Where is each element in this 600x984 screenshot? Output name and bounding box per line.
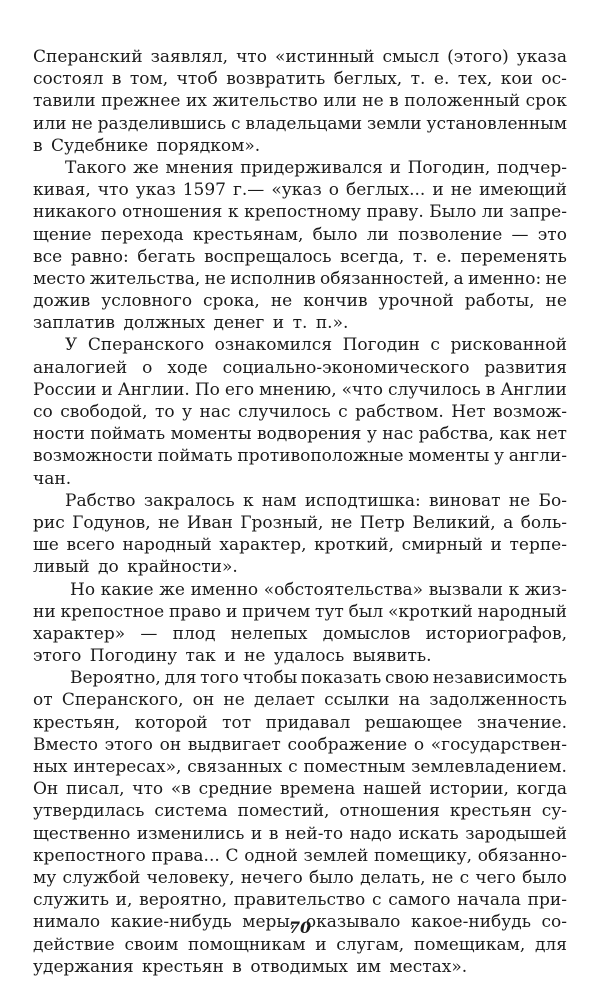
text-line: кивая, что указ 1597 г.— «указ о беглых... и не имеющий — [33, 180, 567, 201]
text-line: действие своим помощникам и слугам, помещикам, для — [33, 934, 567, 955]
text-line: Вероятно, для того чтобы показать свою независимость — [70, 668, 567, 689]
text-line: со свободой, то у нас случилось с рабством. Нет возмож- — [33, 402, 567, 422]
text-line: никакого отношения к крепостному праву. Было ли запре- — [33, 202, 567, 223]
text-line: ности поймать моменты водворения у нас рабства, как нет — [33, 424, 567, 445]
paragraph — [33, 579, 567, 668]
text-line: Вместо этого он выдвигает соображение о «государствен- — [33, 734, 567, 755]
text-line: Но какие же именно «обстоятельства» вызвали к жиз- — [70, 579, 567, 600]
text-line: от Сперанского, он не делает ссылки на задолженность — [33, 690, 567, 711]
text-line: нимало какие-нибудь меры, оказывало какое-нибудь со- — [33, 912, 567, 933]
text-line: удержания крестьян в отводимых им местах». — [33, 956, 468, 977]
text-line: характер» — плод нелепых домыслов историографов, — [33, 623, 567, 644]
text-line: в Судебнике порядком». — [33, 135, 261, 156]
text-line: ных интересах», связанных с поместным землевладением. — [33, 757, 567, 777]
paragraph — [33, 490, 567, 579]
text-line: рис Годунов, не Иван Грозный, не Петр Великий, а боль- — [33, 512, 567, 533]
text-line: все равно: бегать воспрещалось всегда, т. е. переменять — [33, 246, 567, 267]
text-line: щение перехода крестьянам, было ли позволение — это — [33, 224, 567, 245]
page-number: 70 — [288, 918, 312, 937]
text-line: служить и, вероятно, правительство с самого начала при- — [33, 890, 567, 911]
paragraph — [33, 157, 567, 335]
text-line: Сперанский заявлял, что «истинный смысл (этого) указа — [33, 47, 567, 67]
text-line: тавили прежнее их жительство или не в положенный срок — [33, 91, 567, 112]
text-line: Такого же мнения придерживался и Погодин, подчер- — [65, 157, 567, 178]
text-line: место жительства, не исполнив обязанностей, а именно: не — [33, 268, 567, 289]
text-line: ни крепостное право и причем тут был «кроткий народный — [33, 601, 567, 622]
text-line: ше всего народный характер, кроткий, смирный и терпе- — [33, 535, 567, 556]
text-line: щественно изменились и в ней-то надо искать зародышей — [33, 823, 567, 844]
page-body — [33, 46, 567, 978]
text-line: чан. — [33, 468, 72, 489]
text-line: возможности поймать противоположные моменты у англи- — [33, 446, 567, 467]
text-line: дожив условного срока, не кончив урочной работы, не — [33, 291, 567, 312]
text-line: этого Погодину так и не удалось выявить. — [33, 646, 432, 667]
text-line: или не разделившись с владельцами земли установленным — [33, 113, 567, 134]
text-line: Рабство закралось к нам исподтишка: виноват не Бо- — [65, 490, 567, 511]
text-line: ливый до крайности». — [33, 557, 238, 578]
text-line: крепостного права... С одной землей помещику, обязанно- — [33, 845, 567, 866]
text-line: крестьян, которой тот придавал решающее значение. — [33, 712, 567, 733]
text-line: заплатив должных денег и т. п.». — [33, 313, 349, 334]
text-line: утвердилась система поместий, отношения крестьян су- — [33, 801, 567, 822]
text-line: му службой человеку, нечего было делать, не с чего было — [33, 867, 567, 888]
text-line: состоял в том, чтоб возвратить беглых, т. е. тех, кои ос- — [33, 69, 567, 90]
paragraph — [33, 46, 567, 157]
paragraph — [33, 334, 567, 489]
text-line: России и Англии. По его мнению, «что случилось в Англии — [33, 379, 567, 400]
text-line: Он писал, что «в средние времена нашей истории, когда — [33, 779, 567, 800]
text-line: аналогией о ходе социально-экономического развития — [33, 357, 567, 378]
text-line: У Сперанского ознакомился Погодин с рискованной — [65, 335, 567, 356]
